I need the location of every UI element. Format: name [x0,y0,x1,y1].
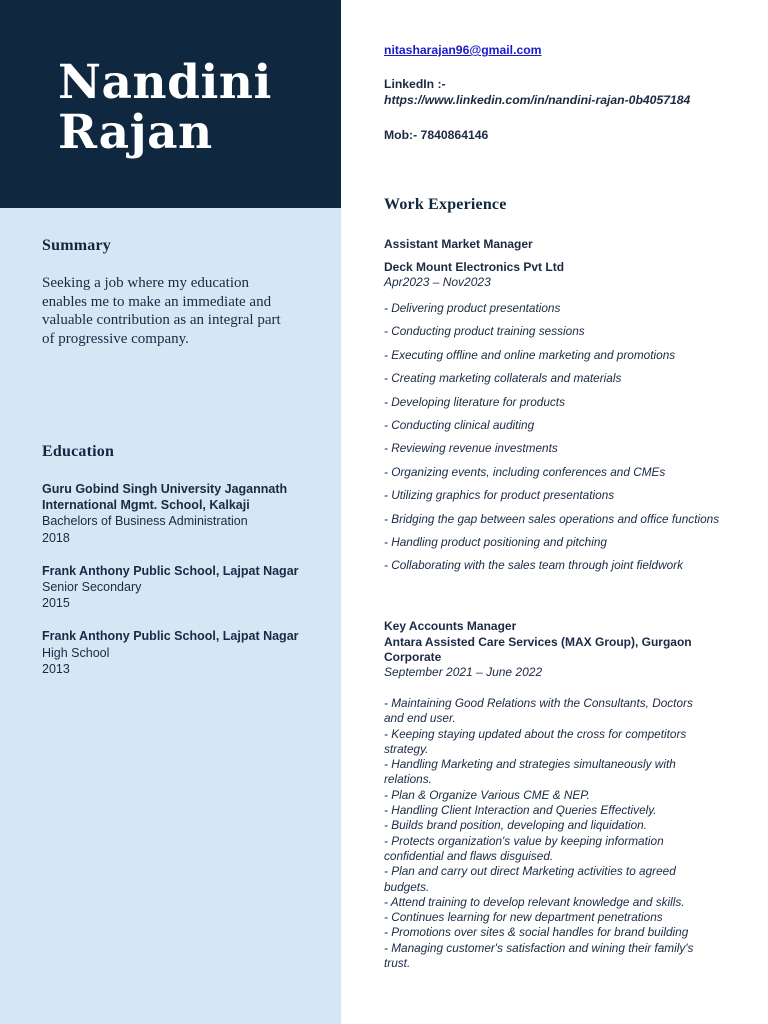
duty-item: - Utilizing graphics for product presentations [384,488,615,503]
summary-heading: Summary [42,237,111,254]
duty-item: - Plan and carry out direct Marketing activities to agreed budgets. [384,864,676,894]
duty-item: - Builds brand position, developing and liquidation. [384,818,647,833]
summary-text: Seeking a job where my education enables me to make an immediate and valuable contribution as an integral part of progressive company. [42,275,281,347]
mobile-number: Mob:- 7840864146 [384,127,489,142]
name-header-block [0,0,341,208]
company-name: Deck Mount Electronics Pvt Ltd [384,260,565,274]
education-item [42,628,302,677]
duty-item: - Organizing events, including conferences and CMEs [384,464,666,479]
duty-item: - Handling Marketing and strategies simultaneously with relations. [384,757,676,787]
education-item [42,563,302,612]
duty-item: - Handling product positioning and pitching [384,534,607,549]
duty-item: - Protects organization's value by keeping information confidential and flaws disguised. [384,833,664,863]
duty-item: - Plan & Organize Various CME & NEP. [384,787,590,802]
duty-item: - Reviewing revenue investments [384,441,558,456]
duty-item: - Conducting clinical auditing [384,417,535,432]
duty-item: - Bridging the gap between sales operations and office functions [384,511,720,526]
education-list [42,481,302,694]
education-year: 2013 [42,661,70,676]
education-degree: Bachelors of Business Administration [42,514,248,529]
duty-item: - Creating marketing collaterals and materials [384,371,622,386]
education-school: Frank Anthony Public School, Lajpat Nagar [42,563,299,578]
education-heading: Education [42,443,115,460]
education-item [42,481,302,546]
duty-list [384,301,744,582]
duty-list [384,696,714,971]
duty-item: - Managing customer's satisfaction and wining their family's trust. [384,940,694,971]
company-name: Antara Assisted Care Services (MAX Group), Gurgaon Corporate [384,635,692,664]
education-school: Frank Anthony Public School, Lajpat Nagar [42,629,299,644]
duty-item: - Keeping staying updated about the cross for competitors strategy. [384,726,687,756]
education-school: Guru Gobind Singh University Jagannath International Mgmt. School, Kalkaji [42,482,288,513]
work-experience-heading: Work Experience [384,196,507,213]
education-year: 2018 [42,530,70,545]
linkedin-label: LinkedIn :- [384,77,446,92]
duty-item: - Maintaining Good Relations with the Consultants, Doctors and end user. [384,696,693,726]
job-title: Assistant Market Manager [384,237,533,251]
contact-block [384,42,704,143]
job-entry [384,618,714,971]
education-degree: Senior Secondary [42,580,142,595]
duty-item: - Conducting product training sessions [384,324,585,339]
candidate-name: Nandini Rajan [58,55,272,160]
duty-item: - Developing literature for products [384,394,565,409]
education-degree: High School [42,645,110,660]
duty-item: - Executing offline and online marketing and promotions [384,347,676,362]
job-entry [384,236,744,582]
duty-item: - Handling Client Interaction and Queries Effectively. [384,803,657,818]
education-year: 2015 [42,596,70,611]
email-link[interactable]: nitasharajan96@gmail.com [384,43,542,57]
linkedin-link[interactable]: https://www.linkedin.com/in/nandini-rajan-0b4057184 [384,93,691,108]
job-dates: September 2021 – June 2022 [384,665,543,679]
duty-item: - Attend training to develop relevant knowledge and skills. [384,894,685,909]
job-dates: Apr2023 – Nov2023 [384,275,491,289]
duty-item: - Collaborating with the sales team through joint fieldwork [384,558,684,573]
duty-item: - Continues learning for new department penetrations [384,910,663,925]
duty-item: - Delivering product presentations [384,301,561,315]
job-title: Key Accounts Manager [384,619,517,633]
duty-item: - Promotions over sites & social handles for brand building [384,925,689,940]
